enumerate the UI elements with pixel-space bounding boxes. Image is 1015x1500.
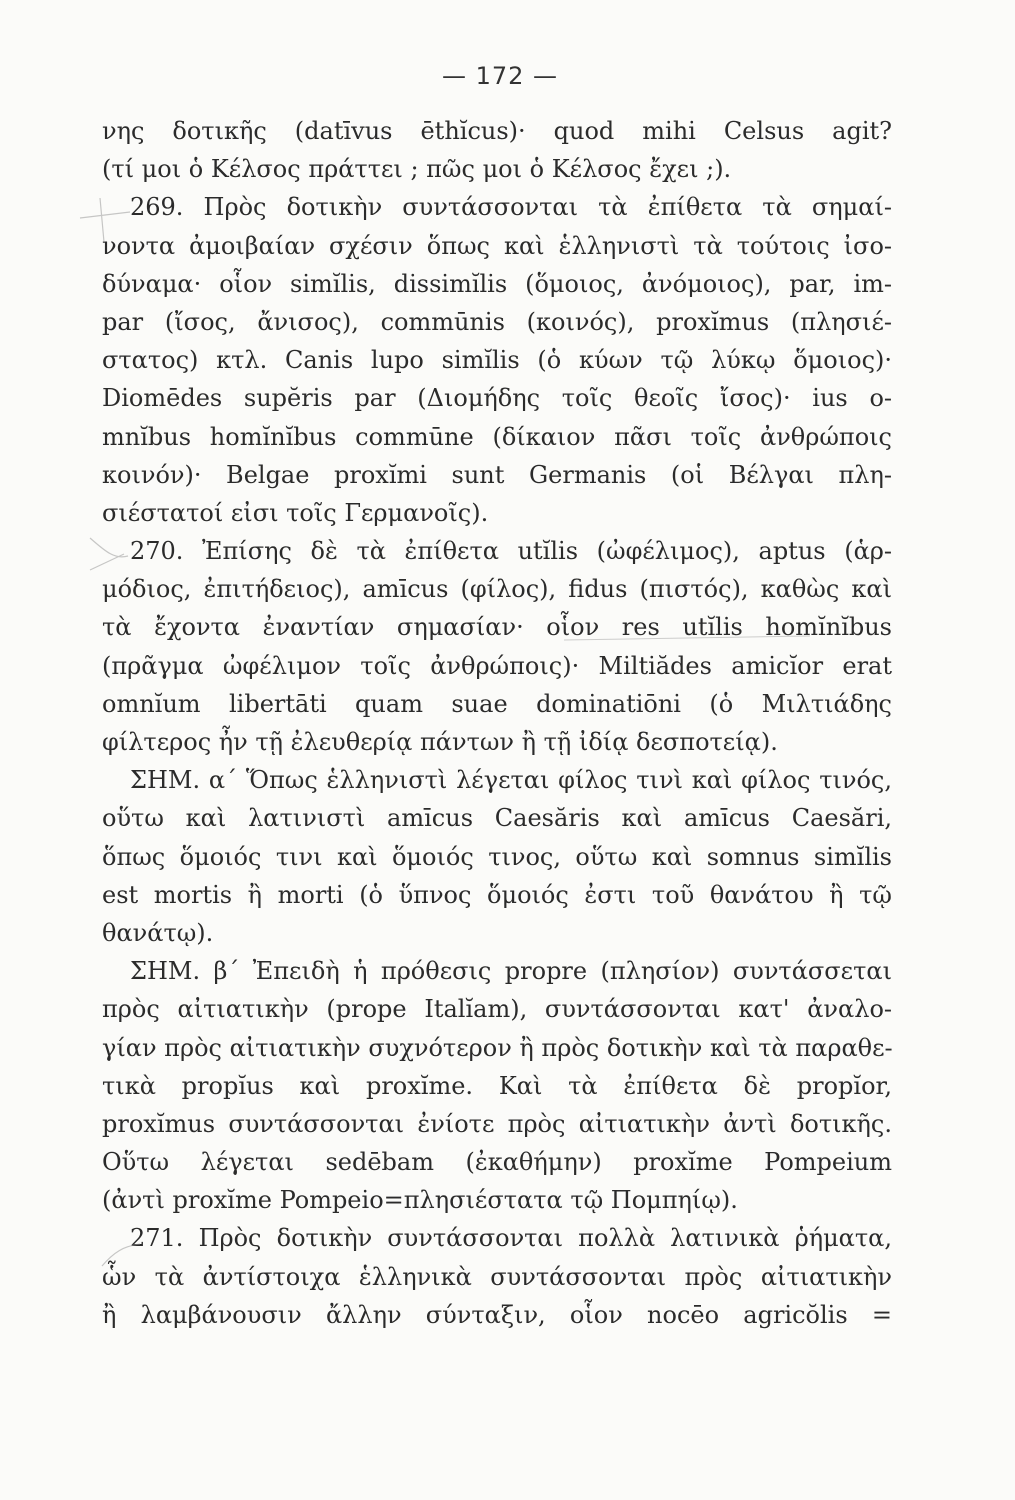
text-line: omnĭum libertāti quam suae dominatiōni (ὁ Μιλτιάδης — [102, 689, 892, 718]
text-line: ἢ λαμβάνουσιν ἄλλην σύνταξιν, οἷον nocēo agricŏlis = — [102, 1300, 892, 1329]
text-line: τὰ ἔχοντα ἐναντίαν σημασίαν· οἷον res utĭlis homĭnĭbus — [102, 613, 892, 642]
text-line: ὧν τὰ ἀντίστοιχα ἑλληνικὰ συντάσσονται πρὸς αἰτιατικὴν — [102, 1262, 892, 1291]
text-line: δύναμα· οἷον simĭlis, dissimĭlis (ὅμοιος, ἀνόμοιος), par, im- — [102, 269, 892, 298]
text-line: mnĭbus homĭnĭbus commūne (δίκαιον πᾶσι τοῖς ἀνθρώποις — [102, 422, 892, 451]
text-line: κοινόν)· Belgae proxĭmi sunt Germanis (οἱ Βέλγαι πλη- — [102, 460, 892, 489]
text-line: φίλτερος ἦν τῇ ἐλευθερίᾳ πάντων ἢ τῇ ἰδίᾳ δεσποτείᾳ). — [102, 728, 778, 756]
text-line: πρὸς αἰτιατικὴν (prope Italĭam), συντάσσονται κατ' ἀναλο- — [102, 995, 892, 1024]
note-beta-line: ΣΗΜ. β´ Ἐπειδὴ ἡ πρόθεσις propre (πλησίον) συντάσσεται — [130, 957, 892, 986]
text-line: γίαν πρὸς αἰτιατικὴν συχνότερον ἢ πρὸς δοτικὴν καὶ τὰ παραθε- — [102, 1033, 893, 1062]
section-271-heading-line: 271. Πρὸς δοτικὴν συντάσσονται πολλὰ λατινικὰ ῥήματα, — [130, 1224, 892, 1253]
section-270-heading-line: 270. Ἐπίσης δὲ τὰ ἐπίθετα utĭlis (ὠφέλιμος), aptus (ἁρ- — [130, 537, 892, 566]
section-269-heading-line: 269. Πρὸς δοτικὴν συντάσσονται τὰ ἐπίθετα τὰ σημαί- — [130, 193, 892, 222]
text-line: (πρᾶγμα ὠφέλιμον τοῖς ἀνθρώποις)· Miltiădes amicĭor erat — [102, 651, 892, 680]
text-line: τικὰ propĭus καὶ proxĭme. Καὶ τὰ ἐπίθετα δὲ propĭor, — [102, 1071, 892, 1100]
text-line: ὅπως ὅμοιός τινι καὶ ὅμοιός τινος, οὕτω καὶ somnus simĭlis — [102, 842, 892, 871]
text-line: νοντα ἀμοιβαίαν σχέσιν ὅπως καὶ ἑλληνιστὶ τὰ τούτοις ἰσο- — [102, 231, 892, 260]
text-line: est mortis ἢ morti (ὁ ὕπνος ὅμοιός ἐστι τοῦ θανάτου ἢ τῷ — [102, 880, 892, 909]
text-line: par (ἴσος, ἄνισος), commūnis (κοινός), proxĭmus (πλησιέ- — [102, 307, 892, 336]
text-line: θανάτῳ). — [102, 918, 214, 947]
text-line: σιέστατοί εἰσι τοῖς Γερμανοῖς). — [102, 498, 489, 527]
text-line: νης δοτικῆς (datīvus ēthĭcus)· quod mihi Celsus agit? — [102, 117, 892, 145]
text-line: στατος) κτλ. Canis lupo simĭlis (ὁ κύων τῷ λύκῳ ὅμοιος)· — [102, 346, 892, 375]
note-alpha-line: ΣΗΜ. α´ Ὅπως ἑλληνιστὶ λέγεται φίλος τινὶ καὶ φίλος τινός, — [130, 766, 892, 795]
body-text — [102, 112, 892, 1334]
text-line: Οὕτω λέγεται sedēbam (ἐκαθήμην) proxĭme Pompeium — [102, 1148, 892, 1177]
text-line: Diomēdes supĕris par (Διομήδης τοῖς θεοῖς ἴσος)· ius o- — [102, 384, 892, 413]
text-line: proxĭmus συντάσσονται ἐνίοτε πρὸς αἰτιατικὴν ἀντὶ δοτικῆς. — [102, 1109, 892, 1138]
text-line: μόδιος, ἐπιτήδειος), amīcus (φίλος), fidus (πιστός), καθὼς καὶ — [102, 575, 892, 604]
text-line: (ἀντὶ proxĭme Pompeio=πλησιέστατα τῷ Πομπηίῳ). — [102, 1186, 738, 1215]
page-number: — 172 — — [441, 62, 559, 90]
text-line: (τί μοι ὁ Κέλσος πράττει ; πῶς μοι ὁ Κέλσος ἔχει ;). — [102, 155, 732, 184]
text-line: οὕτω καὶ λατινιστὶ amīcus Caesăris καὶ amīcus Caesări, — [102, 804, 892, 833]
